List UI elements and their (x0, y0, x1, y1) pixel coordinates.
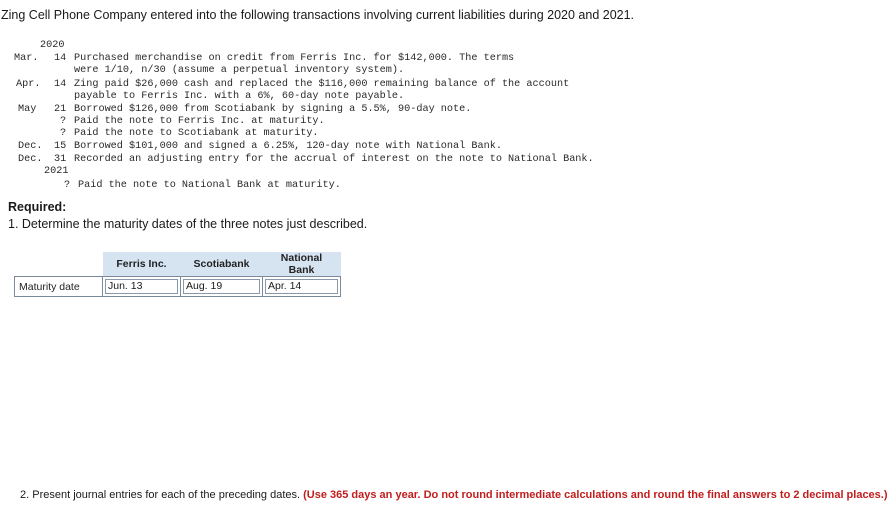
intro-text: Zing Cell Phone Company entered into the following transactions involving current liabilities during 2020 and 2021. (1, 8, 635, 22)
year-2021: 2021 (44, 166, 69, 177)
table-header-row (15, 252, 341, 277)
cell-national-bank (263, 277, 341, 297)
txn-line: payable to Ferris Inc. with a 6%, 60-day note payable. (74, 91, 405, 102)
txn-day: ? (60, 116, 67, 127)
cell-scotiabank (181, 277, 263, 297)
txn-month: Dec. (18, 141, 43, 152)
txn-day: ? (64, 180, 71, 191)
scotiabank-date-input[interactable]: Aug. 19 (183, 279, 260, 294)
txn-line: Zing paid $26,000 cash and replaced the $116,000 remaining balance of the account (74, 79, 570, 90)
question-2 (20, 489, 888, 502)
header-ferris: Ferris Inc. (103, 252, 181, 277)
txn-month: Mar. (14, 53, 39, 64)
txn-day: 31 (54, 154, 67, 165)
txn-line: Recorded an adjusting entry for the accrual of interest on the note to National Bank. (74, 154, 594, 165)
row-label-maturity-date: Maturity date (15, 277, 103, 297)
cell-ferris (103, 277, 181, 297)
table-row (15, 277, 341, 297)
txn-line: Paid the note to Ferris Inc. at maturity. (74, 116, 325, 127)
header-national-bank: National Bank (263, 252, 341, 277)
maturity-table (14, 252, 341, 297)
header-scotiabank: Scotiabank (181, 252, 263, 277)
required-label: Required: (8, 200, 67, 214)
txn-day: 14 (54, 79, 67, 90)
txn-line: were 1/10, n/30 (assume a perpetual inventory system). (74, 65, 405, 76)
txn-line: Paid the note to National Bank at maturity. (78, 180, 341, 191)
txn-line: Borrowed $126,000 from Scotiabank by signing a 5.5%, 90-day note. (74, 104, 472, 115)
txn-day: 21 (54, 104, 67, 115)
txn-month: Apr. (16, 79, 41, 90)
txn-line: Purchased merchandise on credit from Ferris Inc. for $142,000. The terms (74, 53, 515, 64)
question-2-text: 2. Present journal entries for each of the preceding dates. (20, 489, 301, 501)
national-bank-date-input[interactable]: Apr. 14 (265, 279, 338, 294)
txn-day: 14 (54, 53, 67, 64)
txn-day: ? (60, 128, 67, 139)
header-blank (15, 252, 103, 277)
txn-line: Paid the note to Scotiabank at maturity. (74, 128, 319, 139)
txn-day: 15 (54, 141, 67, 152)
ferris-date-input[interactable]: Jun. 13 (105, 279, 178, 294)
txn-month: May (18, 104, 37, 115)
txn-line: Borrowed $101,000 and signed a 6.25%, 120-day note with National Bank. (74, 141, 502, 152)
question-1: 1. Determine the maturity dates of the three notes just described. (8, 217, 368, 231)
txn-month: Dec. (18, 154, 43, 165)
question-2-emphasis: (Use 365 days an year. Do not round intermediate calculations and round the final answers to 2 decimal places.) (303, 489, 888, 501)
year-2020: 2020 (40, 40, 65, 51)
